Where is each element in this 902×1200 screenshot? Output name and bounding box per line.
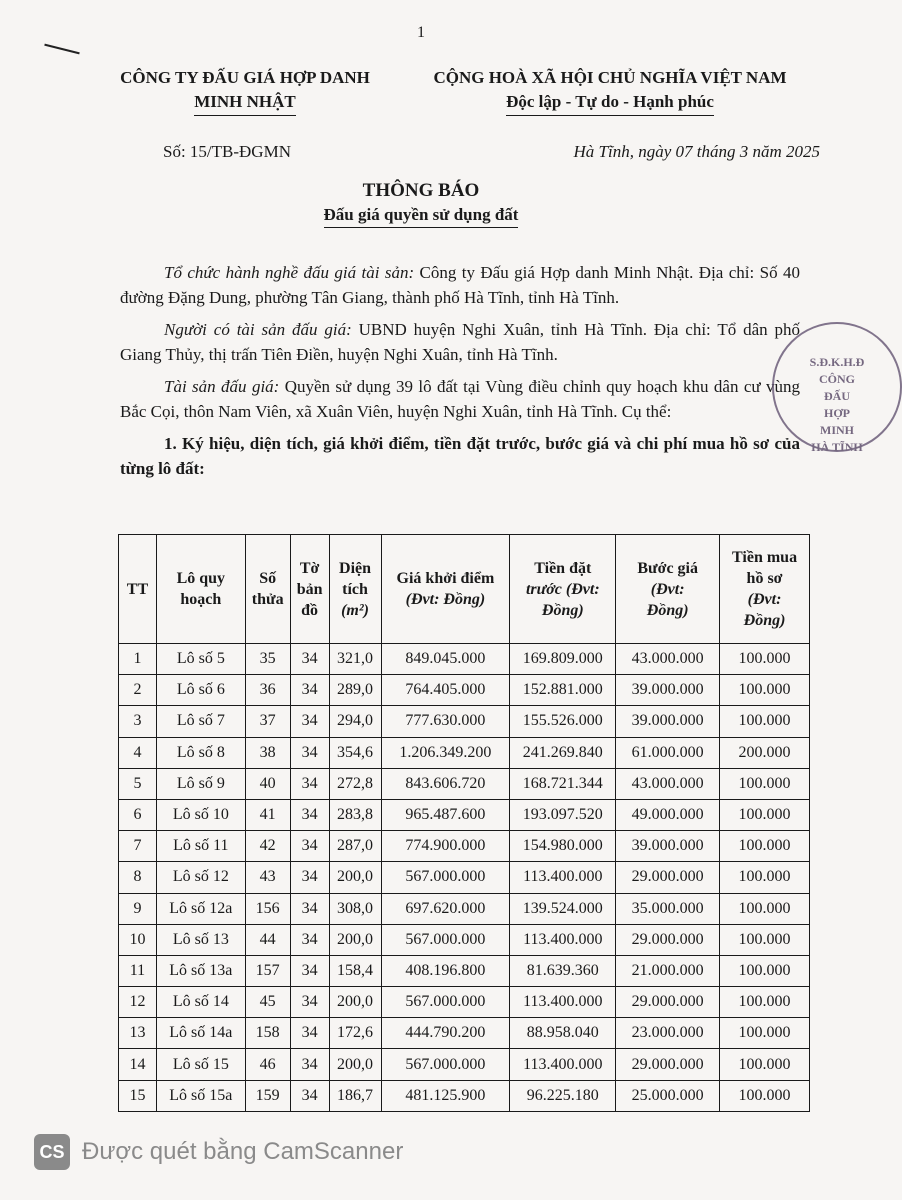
- table-row: [119, 924, 810, 955]
- cell-map-sheet: 34: [290, 644, 329, 675]
- cell-lot: Lô số 12a: [156, 893, 245, 924]
- header-map-sheet: Tờ bản đồ: [290, 535, 329, 644]
- seal-text: HÀ TĨNH: [811, 440, 863, 454]
- paragraph-asset: [120, 374, 800, 424]
- table-row: [119, 987, 810, 1018]
- cell-tt: 5: [119, 768, 157, 799]
- cell-deposit: 113.400.000: [510, 924, 616, 955]
- cell-bid-step: 29.000.000: [616, 862, 720, 893]
- table-body: [119, 644, 810, 1112]
- scan-mark: [44, 44, 79, 55]
- table-row: [119, 893, 810, 924]
- cell-tt: 7: [119, 831, 157, 862]
- cell-tt: 10: [119, 924, 157, 955]
- cell-deposit: 241.269.840: [510, 737, 616, 768]
- table-row: [119, 1018, 810, 1049]
- cell-lot: Lô số 12: [156, 862, 245, 893]
- cell-deposit: 169.809.000: [510, 644, 616, 675]
- cell-dossier-fee: 100.000: [720, 768, 810, 799]
- cell-bid-step: 61.000.000: [616, 737, 720, 768]
- paragraph-text: Quyền sử dụng 39 lô đất tại Vùng điều chỉnh quy hoạch khu dân cư vùng Bắc Cọi, thôn Nam Viên, xã Xuân Viên, huyện Nghi Xuân, tỉnh Hà Tĩnh. Cụ thể:: [120, 377, 800, 421]
- cell-starting-price: 1.206.349.200: [381, 737, 510, 768]
- cell-tt: 12: [119, 987, 157, 1018]
- header-parcel: Số thửa: [245, 535, 290, 644]
- cell-starting-price: 567.000.000: [381, 924, 510, 955]
- cell-area: 321,0: [329, 644, 381, 675]
- cell-parcel: 158: [245, 1018, 290, 1049]
- cell-bid-step: 35.000.000: [616, 893, 720, 924]
- header-deposit: Tiền đặt trước (Đvt: Đồng): [510, 535, 616, 644]
- seal-text: ĐẤU: [824, 389, 850, 403]
- cell-parcel: 43: [245, 862, 290, 893]
- cell-area: 172,6: [329, 1018, 381, 1049]
- cell-parcel: 156: [245, 893, 290, 924]
- cell-lot: Lô số 15a: [156, 1080, 245, 1111]
- header-lot: Lô quy hoạch: [156, 535, 245, 644]
- header-area: Diện tích (m²): [329, 535, 381, 644]
- cell-starting-price: 444.790.200: [381, 1018, 510, 1049]
- cell-starting-price: 567.000.000: [381, 987, 510, 1018]
- header-starting-price: Giá khởi điểm (Đvt: Đồng): [381, 535, 510, 644]
- cell-lot: Lô số 6: [156, 675, 245, 706]
- cell-map-sheet: 34: [290, 737, 329, 768]
- seal-text: S.Đ.K.H.Đ: [809, 355, 865, 369]
- cell-dossier-fee: 100.000: [720, 799, 810, 830]
- paragraph-text: UBND huyện Nghi Xuân, tỉnh Hà Tĩnh. Địa chỉ: Tổ dân phố Giang Thủy, thị trấn Tiên Điền, huyện Nghi Xuân, tỉnh Hà Tĩnh.: [120, 320, 800, 364]
- seal-text: CÔNG: [819, 372, 855, 386]
- table-row: [119, 862, 810, 893]
- cell-tt: 8: [119, 862, 157, 893]
- table-row: [119, 1080, 810, 1111]
- cell-dossier-fee: 100.000: [720, 1049, 810, 1080]
- cell-parcel: 38: [245, 737, 290, 768]
- land-lots-table: [118, 534, 810, 1112]
- cell-map-sheet: 34: [290, 799, 329, 830]
- cell-dossier-fee: 100.000: [720, 1080, 810, 1111]
- national-motto: Độc lập - Tự do - Hạnh phúc: [506, 90, 714, 116]
- cell-area: 294,0: [329, 706, 381, 737]
- cell-map-sheet: 34: [290, 831, 329, 862]
- cell-map-sheet: 34: [290, 706, 329, 737]
- paragraph-owner: [120, 317, 800, 367]
- seal-text: HỢP: [824, 406, 850, 420]
- paragraph-text: Công ty Đấu giá Hợp danh Minh Nhật. Địa chỉ: Số 40 đường Đặng Dung, phường Tân Giang, thành phố Hà Tĩnh, tỉnh Hà Tĩnh.: [120, 263, 800, 307]
- cell-deposit: 168.721.344: [510, 768, 616, 799]
- cell-area: 186,7: [329, 1080, 381, 1111]
- national-header: [400, 66, 820, 116]
- cell-area: 200,0: [329, 924, 381, 955]
- cell-area: 283,8: [329, 799, 381, 830]
- table-header-row: [119, 535, 810, 644]
- cell-bid-step: 23.000.000: [616, 1018, 720, 1049]
- seal-text: MINH: [820, 423, 854, 437]
- cell-lot: Lô số 13a: [156, 955, 245, 986]
- cell-parcel: 45: [245, 987, 290, 1018]
- cell-bid-step: 39.000.000: [616, 706, 720, 737]
- cell-area: 200,0: [329, 862, 381, 893]
- document-date: Hà Tĩnh, ngày 07 tháng 3 năm 2025: [573, 142, 820, 161]
- cell-tt: 6: [119, 799, 157, 830]
- cell-area: 200,0: [329, 987, 381, 1018]
- camscanner-icon: CS: [34, 1134, 70, 1170]
- cell-bid-step: 43.000.000: [616, 644, 720, 675]
- cell-tt: 13: [119, 1018, 157, 1049]
- cell-deposit: 81.639.360: [510, 955, 616, 986]
- camscanner-watermark: [34, 1134, 403, 1170]
- table-row: [119, 737, 810, 768]
- section-heading: 1. Ký hiệu, diện tích, giá khởi điểm, tiền đặt trước, bước giá và chi phí mua hồ sơ của từng lô đất:: [120, 434, 800, 478]
- cell-deposit: 154.980.000: [510, 831, 616, 862]
- cell-area: 158,4: [329, 955, 381, 986]
- cell-area: 354,6: [329, 737, 381, 768]
- cell-deposit: 155.526.000: [510, 706, 616, 737]
- cell-parcel: 44: [245, 924, 290, 955]
- cell-dossier-fee: 100.000: [720, 831, 810, 862]
- cell-parcel: 41: [245, 799, 290, 830]
- cell-dossier-fee: 100.000: [720, 987, 810, 1018]
- page-number: 1: [417, 24, 425, 41]
- cell-starting-price: 843.606.720: [381, 768, 510, 799]
- cell-area: 200,0: [329, 1049, 381, 1080]
- cell-bid-step: 21.000.000: [616, 955, 720, 986]
- cell-starting-price: 408.196.800: [381, 955, 510, 986]
- table-row: [119, 799, 810, 830]
- cell-deposit: 152.881.000: [510, 675, 616, 706]
- cell-area: 308,0: [329, 893, 381, 924]
- cell-dossier-fee: 100.000: [720, 893, 810, 924]
- company-name-line1: CÔNG TY ĐẤU GIÁ HỢP DANH: [120, 68, 370, 87]
- cell-tt: 3: [119, 706, 157, 737]
- cell-tt: 1: [119, 644, 157, 675]
- cell-lot: Lô số 15: [156, 1049, 245, 1080]
- table-row: [119, 706, 810, 737]
- table-row: [119, 831, 810, 862]
- header-tt: TT: [119, 535, 157, 644]
- cell-bid-step: 39.000.000: [616, 831, 720, 862]
- cell-map-sheet: 34: [290, 987, 329, 1018]
- cell-parcel: 36: [245, 675, 290, 706]
- cell-map-sheet: 34: [290, 955, 329, 986]
- cell-map-sheet: 34: [290, 768, 329, 799]
- cell-bid-step: 43.000.000: [616, 768, 720, 799]
- cell-dossier-fee: 100.000: [720, 862, 810, 893]
- cell-map-sheet: 34: [290, 1080, 329, 1111]
- cell-dossier-fee: 100.000: [720, 675, 810, 706]
- cell-lot: Lô số 7: [156, 706, 245, 737]
- table-row: [119, 768, 810, 799]
- cell-bid-step: 29.000.000: [616, 987, 720, 1018]
- table-row: [119, 675, 810, 706]
- cell-deposit: 113.400.000: [510, 1049, 616, 1080]
- cell-starting-price: 697.620.000: [381, 893, 510, 924]
- cell-starting-price: 777.630.000: [381, 706, 510, 737]
- cell-map-sheet: 34: [290, 893, 329, 924]
- cell-starting-price: 567.000.000: [381, 1049, 510, 1080]
- company-name-line2: MINH NHẬT: [194, 90, 296, 116]
- cell-parcel: 35: [245, 644, 290, 675]
- camscanner-text: Được quét bằng CamScanner: [82, 1138, 404, 1165]
- cell-lot: Lô số 11: [156, 831, 245, 862]
- cell-starting-price: 481.125.900: [381, 1080, 510, 1111]
- cell-starting-price: 774.900.000: [381, 831, 510, 862]
- cell-parcel: 40: [245, 768, 290, 799]
- table-row: [119, 955, 810, 986]
- company-seal: [772, 322, 902, 452]
- cell-dossier-fee: 100.000: [720, 644, 810, 675]
- cell-deposit: 193.097.520: [510, 799, 616, 830]
- cell-dossier-fee: 100.000: [720, 706, 810, 737]
- cell-bid-step: 39.000.000: [616, 675, 720, 706]
- cell-map-sheet: 34: [290, 675, 329, 706]
- cell-starting-price: 849.045.000: [381, 644, 510, 675]
- cell-area: 287,0: [329, 831, 381, 862]
- cell-dossier-fee: 100.000: [720, 924, 810, 955]
- cell-parcel: 159: [245, 1080, 290, 1111]
- cell-dossier-fee: 100.000: [720, 955, 810, 986]
- cell-deposit: 96.225.180: [510, 1080, 616, 1111]
- paragraph-label: Tài sản đấu giá:: [164, 377, 280, 396]
- paragraph-label: Người có tài sản đấu giá:: [164, 320, 352, 339]
- cell-dossier-fee: 200.000: [720, 737, 810, 768]
- cell-parcel: 42: [245, 831, 290, 862]
- cell-deposit: 139.524.000: [510, 893, 616, 924]
- cell-starting-price: 965.487.600: [381, 799, 510, 830]
- cell-lot: Lô số 10: [156, 799, 245, 830]
- company-header: [100, 66, 390, 116]
- cell-parcel: 157: [245, 955, 290, 986]
- header-bid-step: Bước giá (Đvt: Đồng): [616, 535, 720, 644]
- table-row: [119, 644, 810, 675]
- cell-lot: Lô số 13: [156, 924, 245, 955]
- national-title: CỘNG HOÀ XÃ HỘI CHỦ NGHĨA VIỆT NAM: [433, 68, 787, 87]
- cell-dossier-fee: 100.000: [720, 1018, 810, 1049]
- document-body: [120, 260, 800, 488]
- document-title: THÔNG BÁO: [362, 180, 480, 201]
- cell-map-sheet: 34: [290, 924, 329, 955]
- cell-bid-step: 29.000.000: [616, 1049, 720, 1080]
- cell-area: 272,8: [329, 768, 381, 799]
- cell-bid-step: 29.000.000: [616, 924, 720, 955]
- cell-map-sheet: 34: [290, 1049, 329, 1080]
- cell-tt: 15: [119, 1080, 157, 1111]
- cell-bid-step: 49.000.000: [616, 799, 720, 830]
- cell-map-sheet: 34: [290, 862, 329, 893]
- cell-lot: Lô số 8: [156, 737, 245, 768]
- cell-tt: 14: [119, 1049, 157, 1080]
- cell-map-sheet: 34: [290, 1018, 329, 1049]
- cell-deposit: 88.958.040: [510, 1018, 616, 1049]
- paragraph-organization: [120, 260, 800, 310]
- cell-starting-price: 567.000.000: [381, 862, 510, 893]
- cell-starting-price: 764.405.000: [381, 675, 510, 706]
- cell-parcel: 37: [245, 706, 290, 737]
- table-row: [119, 1049, 810, 1080]
- header-dossier-fee: Tiền mua hồ sơ (Đvt: Đồng): [720, 535, 810, 644]
- document-number: Số: 15/TB-ĐGMN: [163, 142, 291, 161]
- cell-lot: Lô số 14: [156, 987, 245, 1018]
- cell-parcel: 46: [245, 1049, 290, 1080]
- cell-tt: 2: [119, 675, 157, 706]
- document-subtitle: Đấu giá quyền sử dụng đất: [324, 205, 519, 228]
- cell-tt: 9: [119, 893, 157, 924]
- cell-area: 289,0: [329, 675, 381, 706]
- cell-tt: 11: [119, 955, 157, 986]
- cell-lot: Lô số 9: [156, 768, 245, 799]
- cell-deposit: 113.400.000: [510, 862, 616, 893]
- cell-lot: Lô số 14a: [156, 1018, 245, 1049]
- cell-deposit: 113.400.000: [510, 987, 616, 1018]
- cell-bid-step: 25.000.000: [616, 1080, 720, 1111]
- cell-lot: Lô số 5: [156, 644, 245, 675]
- paragraph-label: Tổ chức hành nghề đấu giá tài sản:: [164, 263, 415, 282]
- cell-tt: 4: [119, 737, 157, 768]
